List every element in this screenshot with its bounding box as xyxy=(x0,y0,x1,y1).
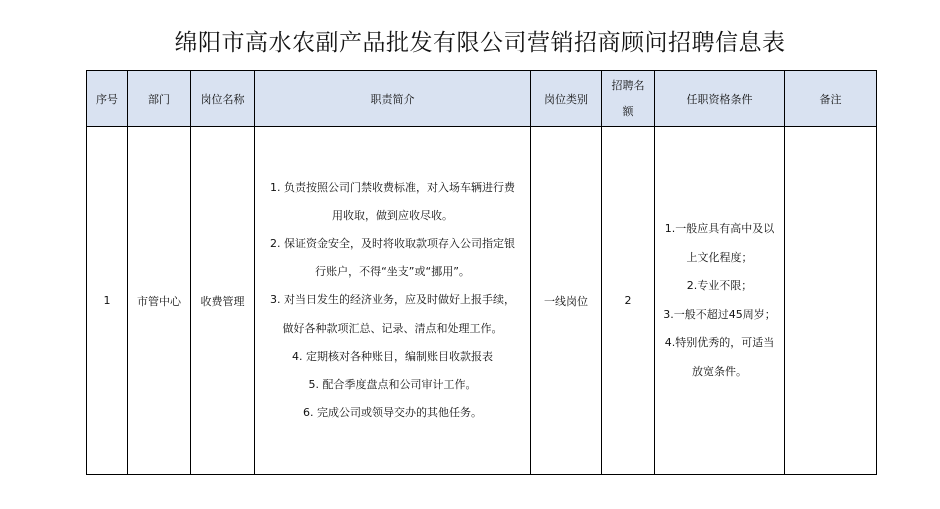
requirement-line: 放宽条件。 xyxy=(692,364,747,378)
header-position-type: 岗位类别 xyxy=(531,71,602,127)
requirement-line: 上文化程度； xyxy=(686,250,753,264)
cell-remarks xyxy=(785,127,877,475)
header-row xyxy=(87,71,877,127)
duty-line: 5. 配合季度盘点和公司审计工作。 xyxy=(308,378,477,391)
cell-seq: 1 xyxy=(87,127,128,475)
header-quota xyxy=(602,71,655,127)
requirement-line: 2.专业不限； xyxy=(686,279,753,292)
header-position-name: 岗位名称 xyxy=(191,71,255,127)
header-duties: 职责简介 xyxy=(255,71,531,127)
page-title: 绵阳市高水农副产品批发有限公司营销招商顾问招聘信息表 xyxy=(174,30,786,56)
cell-position-name: 收费管理 xyxy=(191,127,255,475)
header-remarks: 备注 xyxy=(785,71,877,127)
duty-line: 4. 定期核对各种账目，编制账目收款报表 xyxy=(292,349,493,363)
requirement-line: 1.一般应具有高中及以 xyxy=(664,222,775,235)
requirement-line: 4.特别优秀的，可适当 xyxy=(664,336,775,349)
cell-department: 市管中心 xyxy=(128,127,191,475)
cell-position-type: 一线岗位 xyxy=(531,127,602,475)
header-seq: 序号 xyxy=(87,71,128,127)
cell-quota: 2 xyxy=(602,127,655,475)
recruitment-table xyxy=(86,70,877,475)
header-quota-line1: 招聘名 xyxy=(611,78,645,92)
cell-requirements xyxy=(655,127,785,475)
duty-line: 用收取，做到应收尽收。 xyxy=(332,208,453,222)
duty-line: 1. 负责按照公司门禁收费标准，对入场车辆进行费 xyxy=(270,180,515,194)
header-requirements: 任职资格条件 xyxy=(655,71,785,127)
header-department: 部门 xyxy=(128,71,191,127)
duty-line: 行账户，不得“坐支”或“挪用”。 xyxy=(315,265,470,279)
table-row xyxy=(87,127,877,475)
duty-line: 做好各种款项汇总、记录、清点和处理工作。 xyxy=(282,321,503,335)
duty-line: 3. 对当日发生的经济业务，应及时做好上报手续， xyxy=(270,293,515,307)
duty-line: 6. 完成公司或领导交办的其他任务。 xyxy=(303,406,482,420)
cell-duties xyxy=(255,127,531,475)
duty-line: 2. 保证资金安全，及时将收取款项存入公司指定银 xyxy=(270,236,515,250)
requirement-line: 3.一般不超过45周岁； xyxy=(663,307,776,321)
header-quota-line2: 额 xyxy=(622,104,634,118)
